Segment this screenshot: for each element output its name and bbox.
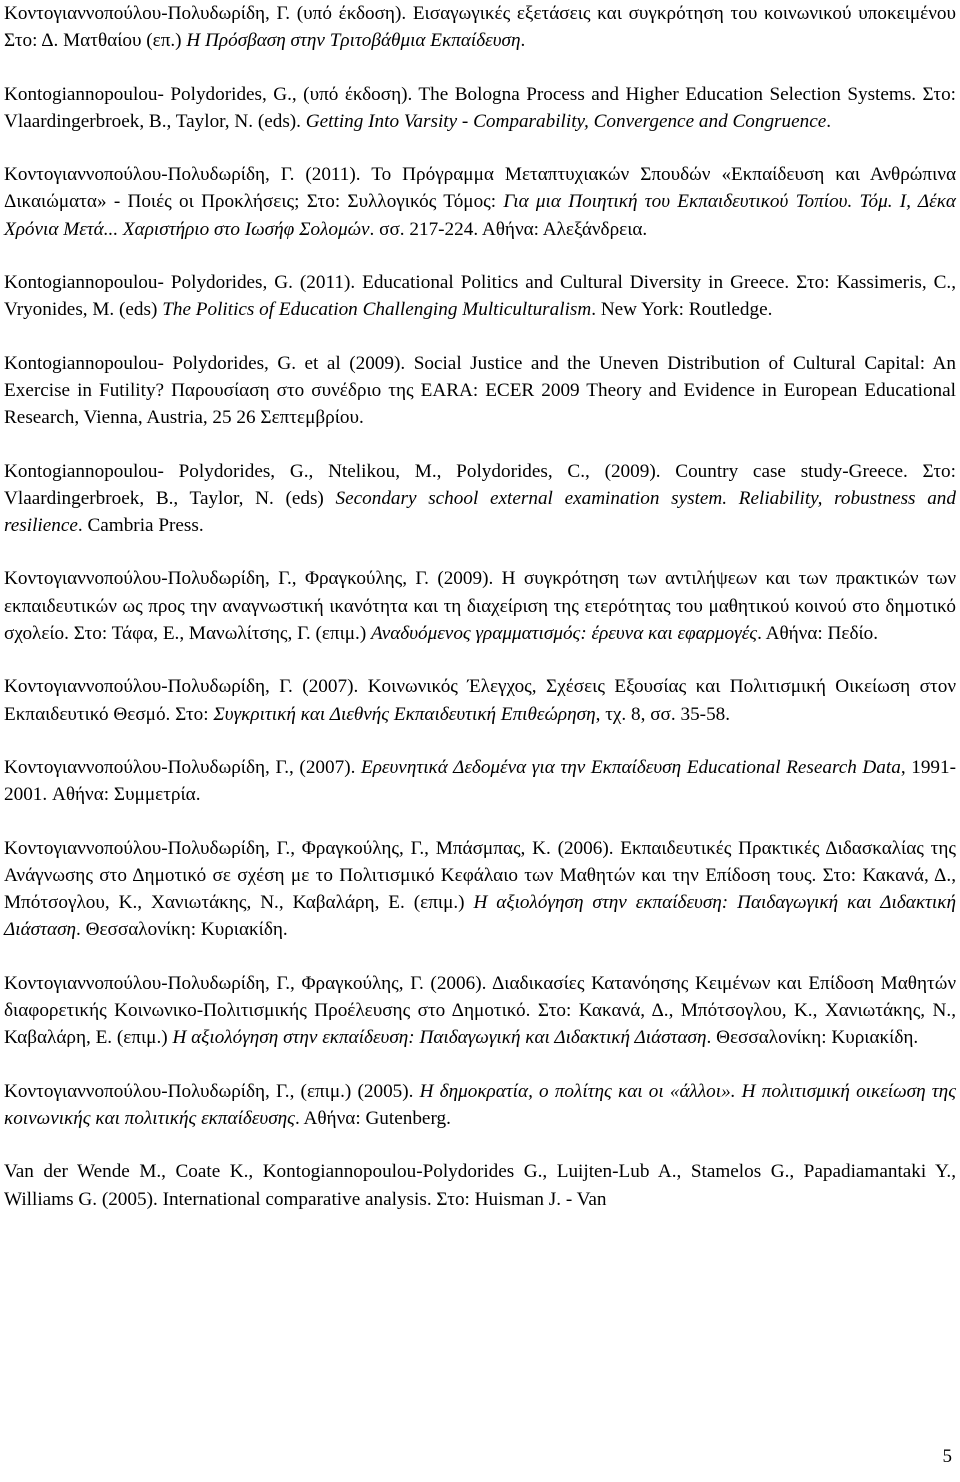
reference-text: . Αθήνα: Πεδίο. <box>757 623 879 645</box>
reference-title: Η αξιολόγηση στην εκπαίδευση: Παιδαγωγική και Διδακτική Διάσταση <box>172 1027 707 1049</box>
reference-text: Kontogiannopoulou- Polydorides, G., (υπό έκδοση). The Bologna Process and Higher Education Selection Systems. Στο: Vlaardingerbroek, B., Taylor, N. (eds). <box>4 83 956 132</box>
reference-text: . Cambria Press. <box>77 515 204 537</box>
reference-entry <box>4 458 956 540</box>
reference-title: Η Πρόσβαση στην Τριτοβάθμια Εκπαίδευση <box>186 30 521 52</box>
reference-entry <box>4 0 956 55</box>
reference-text: Kontogiannopoulou- Polydorides, G. et al (2009). Social Justice and the Uneven Distribution of Cultural Capital: An Exercise in Futility? Παρουσίαση στο συνέδριο της EARA: ECER 2009 Theory and Evidence in European Educational Research, Vienna, Austria, 25 26 Σεπτεμβρίου. <box>4 352 956 429</box>
page-number: 5 <box>942 1446 952 1467</box>
reference-title: Η αξιολόγηση στην εκπαίδευση: Παιδαγωγική και Διδακτική Διάσταση <box>4 892 956 941</box>
reference-text: Van der Wende M., Coate K., Kontogiannopoulou-Polydorides G., Luijten-Lub A., Stamelos G., Papadiamantaki Y., Williams G. (2005). International comparative analysis. Στο: Huisman J. - Van <box>4 1161 956 1210</box>
reference-entry <box>4 835 956 944</box>
reference-entry <box>4 161 956 243</box>
reference-title: Η δημοκρατία, ο πολίτης και οι «άλλοι». Η πολιτισμική οικείωση της κοινωνικής και πολιτικής εκπαίδευσης <box>4 1080 956 1129</box>
reference-entry <box>4 673 956 728</box>
reference-entry <box>4 754 956 809</box>
reference-text: Κοντογιαννοπούλου-Πολυδωρίδη, Γ., (2007). <box>4 756 361 778</box>
reference-entry <box>4 350 956 432</box>
reference-entry <box>4 565 956 647</box>
reference-text: . σσ. 217-224. Αθήνα: Αλεξάνδρεια. <box>369 218 648 240</box>
reference-text: , τχ. 8, σσ. 35-58. <box>595 703 731 725</box>
reference-text: . <box>520 30 526 52</box>
reference-title: The Politics of Education Challenging Multiculturalism <box>162 299 592 321</box>
reference-text: . Αθήνα: Gutenberg. <box>294 1107 451 1129</box>
reference-list <box>4 0 956 1213</box>
reference-text: Κοντογιαννοπούλου-Πολυδωρίδη, Γ., Φραγκούλης, Γ. (2009). Η συγκρότηση των αντιλήψεων και των πρακτικών των εκπαιδευτικών ως προς την αναγνωστική ικανότητα και τη διαχείριση της ετερότητας του μαθητικού κοινού στο δημοτικό σχολείο. Στο: Τάφα, Ε., Μανωλίτσης, Γ. (επιμ.) <box>4 568 956 645</box>
reference-title: Αναδυόμενος γραμματισμός: έρευνα και εφαρμογές <box>371 623 758 645</box>
reference-text: . Θεσσαλονίκη: Κυριακίδη. <box>76 919 288 941</box>
reference-text: Kontogiannopoulou- Polydorides, G. (2011). Educational Politics and Cultural Diversity in Greece. Στο: Kassimeris, C., Vryonides, M. (eds) <box>4 272 956 321</box>
reference-title: Secondary school external examination system. Reliability, robustness and resilience <box>4 487 956 537</box>
reference-entry <box>4 1078 956 1133</box>
reference-text: . New York: Routledge. <box>591 299 773 321</box>
reference-title: Για μια Ποιητική του Εκπαιδευτικού Τοπίου. Τόμ. Ι, Δέκα Χρόνια Μετά... Χαριστήριο στο Ιωσήφ Σολομών <box>4 191 956 240</box>
reference-text: Κοντογιαννοπούλου-Πολυδωρίδη, Γ. (2007). Κοινωνικός Έλεγχος, Σχέσεις Εξουσίας και Πολιτισμική Οικείωση στον Εκπαιδευτικό Θεσμό. Στο: <box>4 676 956 725</box>
reference-text: Κοντογιαννοπούλου-Πολυδωρίδη, Γ. (2011). Το Πρόγραμμα Μεταπτυχιακών Σπουδών «Εκπαίδευση και Ανθρώπινα Δικαιώματα» - Ποιές οι Προκλήσεις; Στο: Συλλογικός Τόμος: <box>4 164 956 213</box>
reference-entry <box>4 970 956 1052</box>
reference-entry <box>4 269 956 324</box>
reference-text: Κοντογιαννοπούλου-Πολυδωρίδη, Γ., (επιμ.) (2005). <box>4 1080 420 1102</box>
reference-text: . Θεσσαλονίκη: Κυριακίδη. <box>706 1027 919 1049</box>
reference-title: Συγκριτική και Διεθνής Εκπαιδευτική Επιθεώρηση <box>213 703 596 725</box>
reference-text: Κοντογιαννοπούλου-Πολυδωρίδη, Γ. (υπό έκδοση). Εισαγωγικές εξετάσεις και συγκρότηση του κοινωνικού υποκειμένου Στο: Δ. Ματθαίου (επ.) <box>4 3 956 52</box>
reference-title: Ερευνητικά Δεδομένα για την Εκπαίδευση Educational Research Data <box>361 756 901 778</box>
reference-entry <box>4 1158 956 1213</box>
reference-text: . <box>826 110 832 132</box>
reference-text: Kontogiannopoulou- Polydorides, G., Ntelikou, M., Polydorides, C., (2009). Country case study-Greece. Στο: Vlaardingerbroek, B., Taylor, N. (eds) <box>4 460 956 509</box>
reference-text: Κοντογιαννοπούλου-Πολυδωρίδη, Γ., Φραγκούλης, Γ., Μπάσμπας, Κ. (2006). Εκπαιδευτικές Πρακτικές Διδασκαλίας της Ανάγνωσης στο Δημοτικό σε σχέση με το Πολιτισμικό Κεφάλαιο των Μαθητών και την Επίδοση τους. Στο: Κακανά, Δ., Μπότσογλου, Κ., Χανιωτάκης, Ν., Καβαλάρη, Ε. (επιμ.) <box>4 837 956 914</box>
reference-text: Κοντογιαννοπούλου-Πολυδωρίδη, Γ., Φραγκούλης, Γ. (2006). Διαδικασίες Κατανόησης Κειμένων και Επίδοση Μαθητών διαφορετικής Κοινωνικο-Πολιτισμικής Προέλευσης στο Δημοτικό. Στο: Κακανά, Δ., Μπότσογλου, Κ., Χανιωτάκης, Ν., Καβαλάρη, Ε. (επιμ.) <box>4 972 956 1049</box>
reference-title: Getting Into Varsity - Comparability, Convergence and Congruence <box>305 110 827 132</box>
reference-text: , 1991-2001. Αθήνα: Συμμετρία. <box>4 756 956 806</box>
reference-entry <box>4 81 956 136</box>
